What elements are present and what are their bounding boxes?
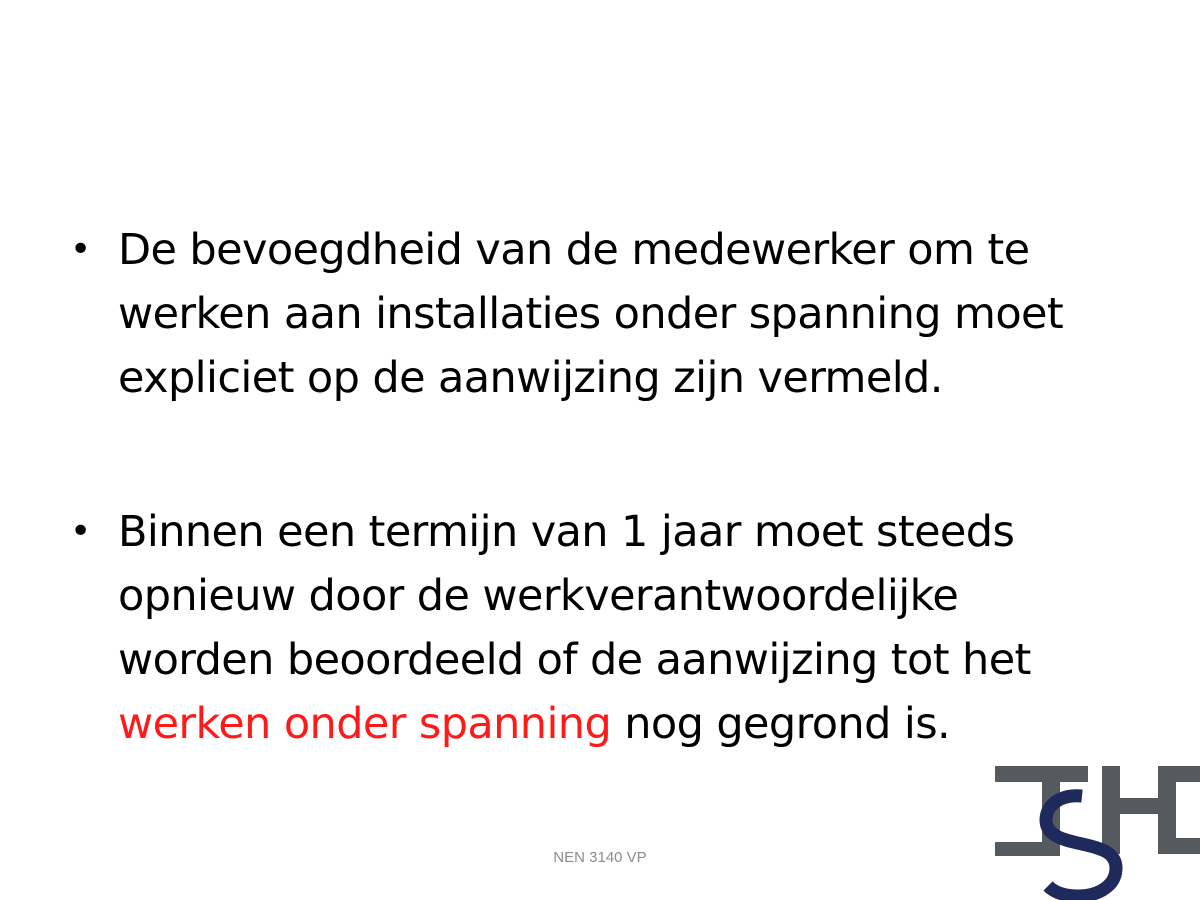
bullet-list <box>70 218 1110 846</box>
logo-h-shape <box>1102 766 1200 854</box>
bullet-item <box>70 500 1110 756</box>
slide-footer: NEN 3140 VP <box>553 849 647 866</box>
tsh-logo <box>990 758 1200 900</box>
bullet-dot-icon: • <box>70 511 91 552</box>
bullet-item <box>70 218 1110 410</box>
bullet-text: De bevoegdheid van de medewerker om te werken aan installaties onder spanning moet expliciet op de aanwijzing zijn vermeld. <box>118 225 1064 403</box>
highlighted-phrase: werken onder spanning <box>118 699 612 749</box>
bullet-text-start: Binnen een termijn van 1 jaar moet steeds opnieuw door de werkverantwoordelijke worden beoordeeld of de aanwijzing tot het <box>118 507 1031 685</box>
bullet-dot-icon: • <box>70 229 91 270</box>
bullet-text-end: nog gegrond is. <box>611 699 951 749</box>
